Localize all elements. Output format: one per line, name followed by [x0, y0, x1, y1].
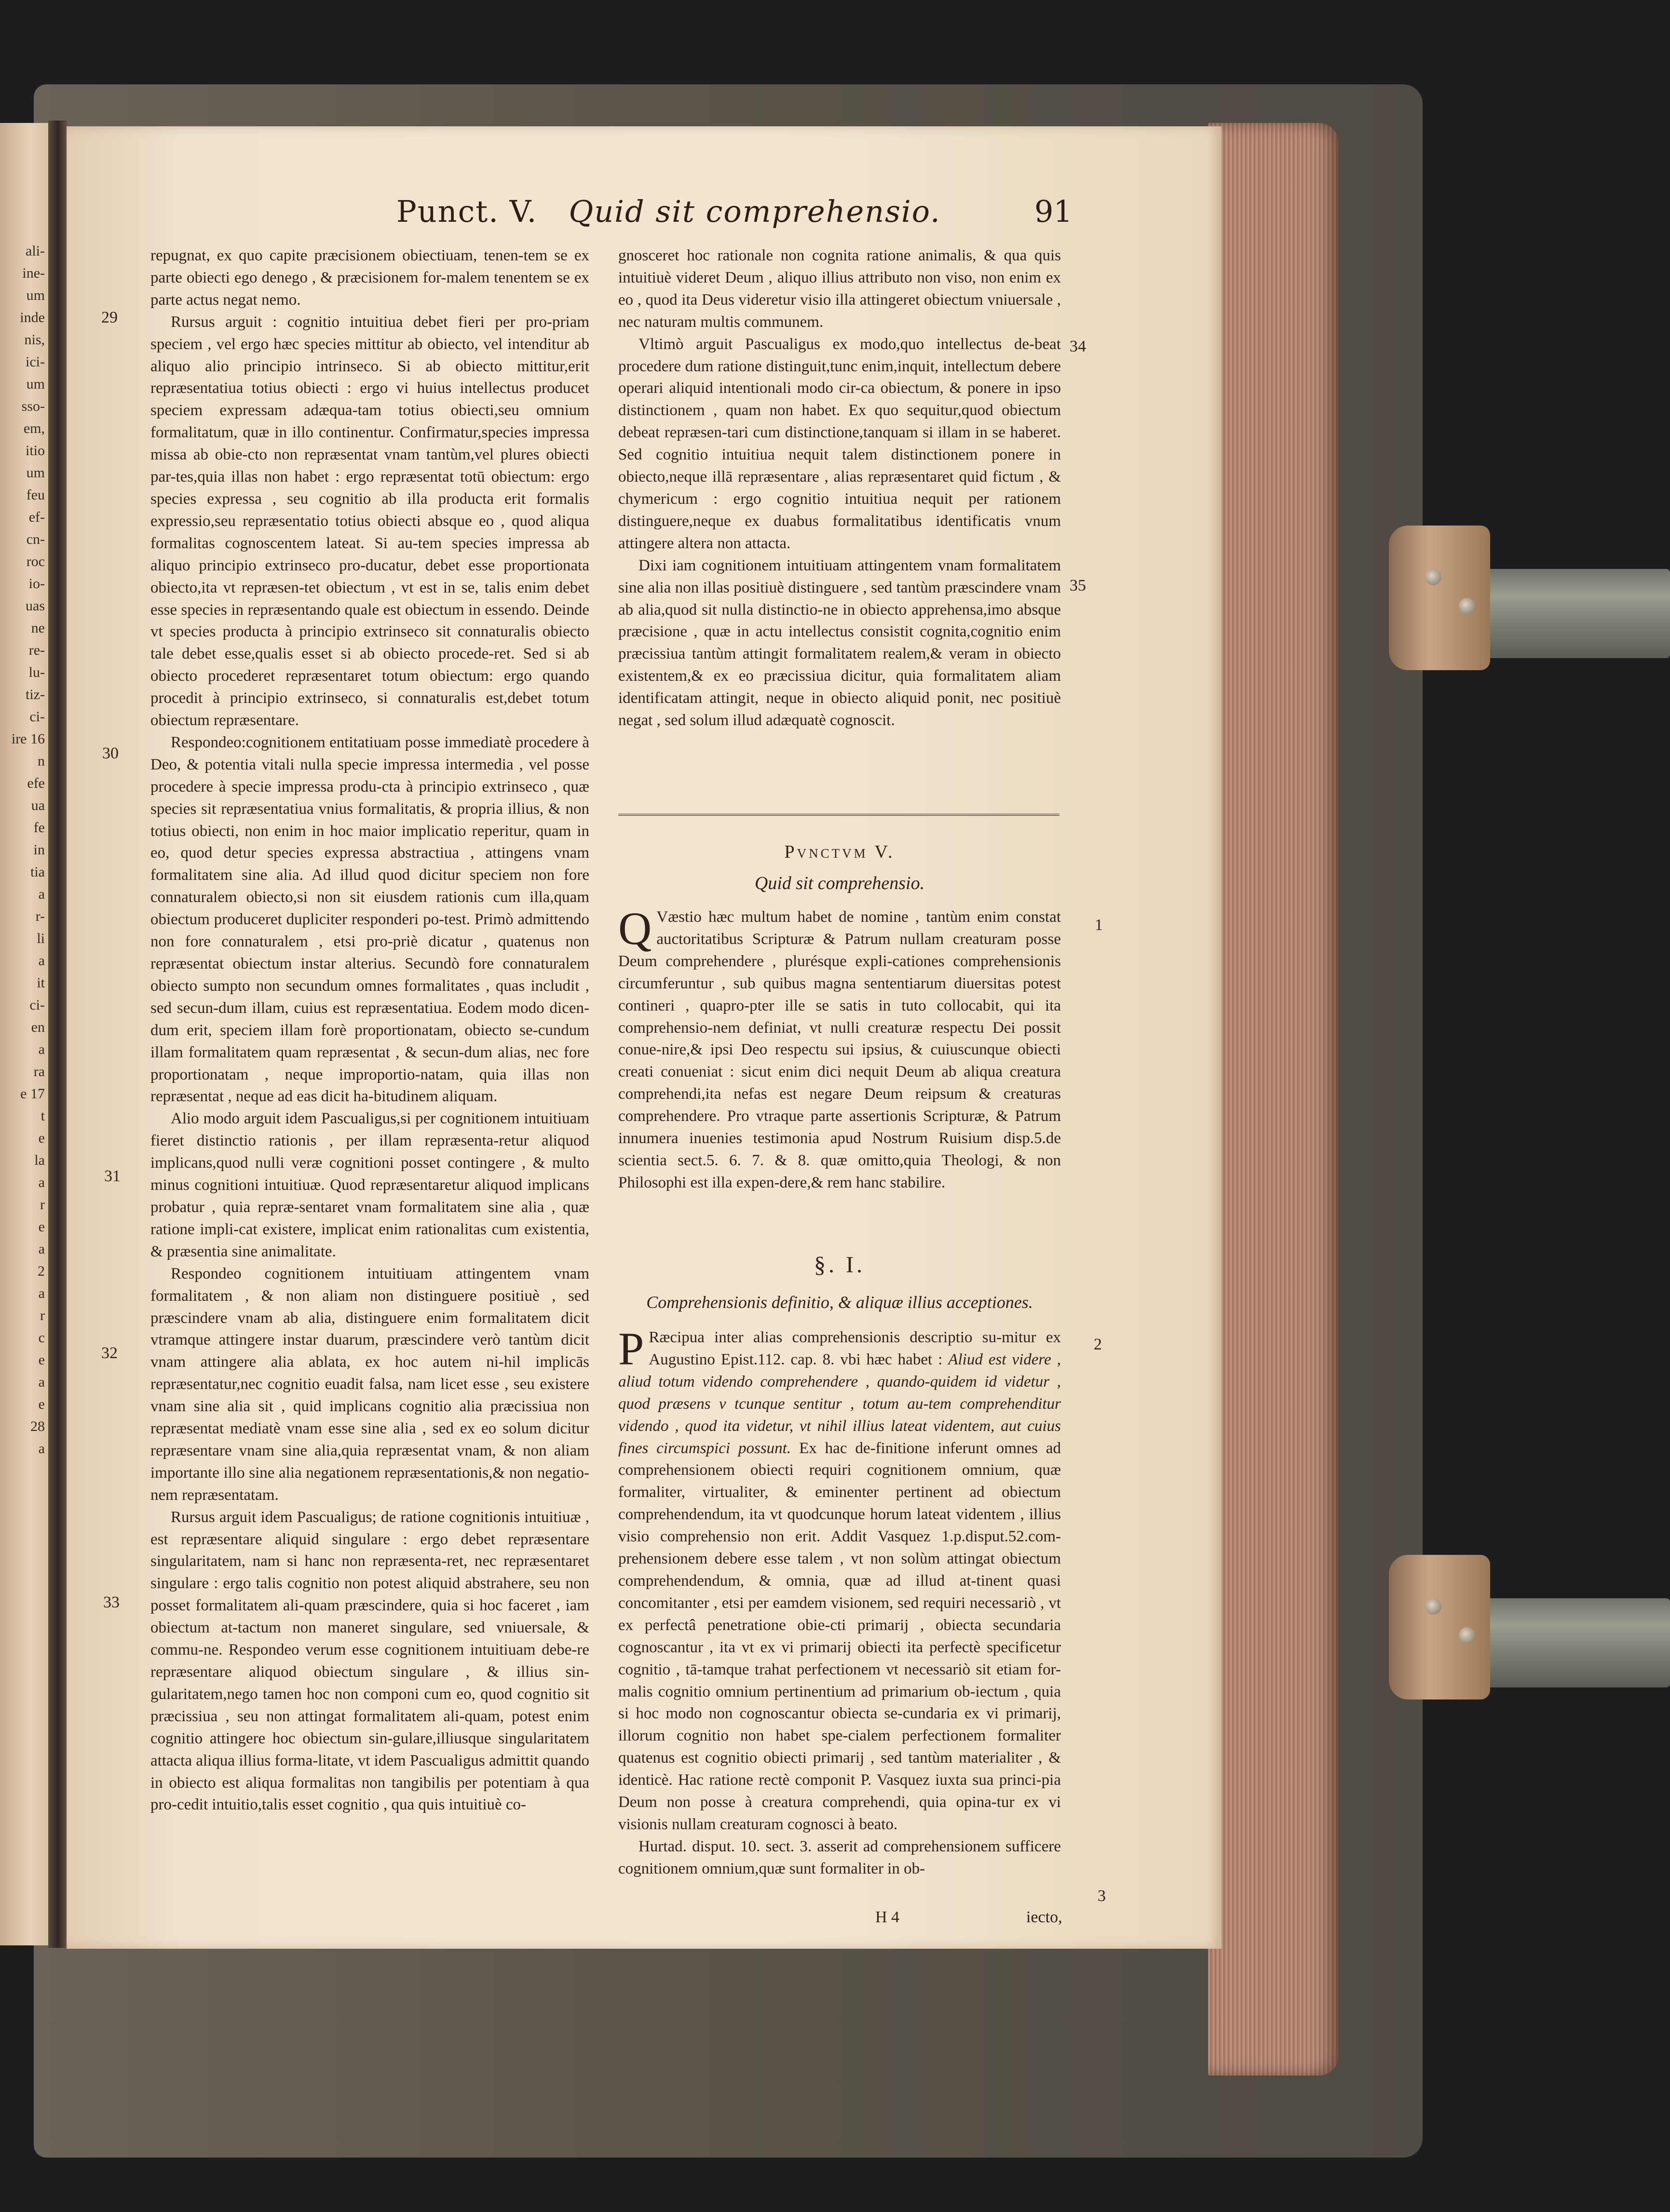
margin-number: 31 — [104, 1167, 121, 1185]
section-title: Pvnctvm V. — [784, 842, 895, 862]
margin-number: 34 — [1070, 337, 1086, 355]
catchword: iecto, — [1026, 1908, 1062, 1926]
left-page-text-fragments — [4, 240, 45, 1686]
left-page-fragment: en — [31, 1019, 45, 1035]
left-page-fragment: cn- — [26, 531, 45, 547]
paragraph: Respondeo:cognitionem entitatiuam posse immediatè procedere à Deo, & potentia vitali nulla specie impressa intermedia , vel posse procedere à specie impressa produ-cta à principio extrinseco , quæ species sit repræsentatiua vnius formalitatis, & propria illius, & non totius obiecti, non enim in hoc maior implicatio reperitur, quam in eo, quod detur species expressa abstractiua , attingens vnam formalitatem sine alia. Ad illud quod dicitur speciem non fore connaturalem obiecto,si non sit eiusdem rationis cum illa,quam obiectum produceret dupliciter responderi po-test. Primò admittendo non fore connaturalem , etsi pro-priè dicatur , quatenus non repræsentat obiectum instar alterius. Secundò fore connaturalem obiecto sumpto non secundum omnes formalitates , quas includit , sed secun-dum illam, cuius est repræsentatiua. Eodem modo dicen-dum erit, speciem illam forè proportionatam, obiecto se-cundum illam formalitatem quam repræsentat , & secun-dum alias, nec fore proportionatam , neque improportio-natam, quia illas non repræsentat , neque ad eas dicit ha-bitudinem aliquam. — [150, 733, 589, 1106]
left-page-fragment: e — [38, 1130, 45, 1146]
left-page-fragment: ire 16 — [11, 731, 45, 747]
signature-mark: H 4 — [875, 1908, 900, 1926]
margin-number: 2 — [1094, 1335, 1102, 1353]
margin-number: 3 — [1098, 1887, 1106, 1905]
paragraph-text: Ex hac de-finitione inferunt omnes ad comprehensionem obiecti requiri cognitionem omnium, quæ formaliter, virtualiter, & eminenter pertinent ad obiectum comprehendendum, ita vt quodcunque horum lateat videntem , illius visio comprehensio non erit. Addit Vasquez 1.p.disput.52.com-prehensionem debere esse talem , vt non solùm attingat obiectum comprehendendum, & omnia, quæ ad illud at-tinent quasi concomitanter , etsi per eamdem visionem, sed requiri necessariò , vt ex perfectâ penetratione obie-cti primarij , obiecta secundaria cognoscantur , ita vt ex vi primarij obiecti ita perfectè specificetur cognitio , tā-tamque trahat perfectionem vt necessariò sit etiam for-malis cognitio omnium pertinentium ad primarium ob-iectum , quia si hoc modo non cognoscantur obiecta se-cundaria ex vi primarij, illorum cognitio non habet spe-cialem perfectionem formaliter quatenus est cognitio obiecti primarij , sed tantùm materialiter , & identicè. Hac ratione rectè componit P. Vasquez iuxta sua princi-pia Deum non posse à creatura comprehendi, quia opina-tur ex vi visionis nullam creaturam cognosci à beato. — [618, 1439, 1061, 1833]
left-page-fragment: ine- — [22, 265, 45, 281]
clasp-plate-upper — [1389, 526, 1490, 670]
paragraph: Rursus arguit idem Pascualigus; de ratione cognitionis intuitiuæ , est repræsentare aliquid singulare : ergo debet repræsentare singularitatem, nam si hanc non repræsenta-ret, nec repræsentaret singulare : ergo talis cognitio non potest aliquid abstrahere, seu non posset formalitatem ali-quam præscindere, quia si hoc faceret , iam obiectum at-tactum non maneret singulare, sed vniuersale, & commu-ne. Respondeo verum esse cognitionem intuitiuam debe-re repræsentare aliquod obiectum singulare , & illius sin-gularitatem,nego tamen hoc non componi cum eo, quod cognitio sit præcissiua , seu non attingat formalitatem ali-quam, potest enim cognitio attingere hoc obiectum sin-gulare,illiusque singularitatem attacta aliqua illius forma-litate, vt idem Pascualigus admittit quando in obiecto est aliqua formalitas non tangibilis per potentiam à qua pro-cedit intuitio,talis esset cognitio , qua quis intuitiuè co- — [150, 1508, 590, 1814]
left-page-fragment: roc — [26, 553, 45, 569]
left-page-fragment: em, — [23, 420, 45, 436]
left-page-fragment: e 17 — [20, 1086, 45, 1102]
folio-number: 91 — [1034, 194, 1073, 229]
left-page-fragment: a — [38, 1174, 45, 1190]
margin-number: 29 — [101, 309, 118, 326]
page-fore-edge — [1208, 123, 1338, 2076]
paragraph-text: Væstio hæc multum habet de nomine , tantùm enim constat auctoritatibus Scripturæ & Patrum nullam creaturam posse Deum comprehendere , plurésque expli-cationes comprehensionis circumferuntur , sub quibus magna sententiarum diuersitas potest contineri , quapro-pter ille se satis in tuto collocabit, qui ita comprehensio-nem definiat, vt nulli creaturæ respectu Dei possit conue-nire,& ipsi Deo respectu sui ipsius, & cuiuscunque obiecti creati conueniat : sicut enim dici nequit Deum ab aliqua creatura comprehendi,ita nefas est negare Deum reipsum & creaturas comprehendere. Pro vtraque parte assertionis Scripturæ, & Patrum innumera inuenies testimonia apud Nostrum Ruisium disp.5.de scientia sect.5. 6. 7. & 8. quæ omitto,quia Theologi, & non Philosophi est illa expen-dere,& rem hanc stabilire. — [618, 908, 1061, 1191]
left-page-fragment: ef- — [28, 509, 45, 525]
paragraph-text: Ræcipua inter alias comprehensionis descriptio su-mitur ex Augustino Epist.112. cap. 8. vbi hæc habet : — [649, 1329, 1061, 1368]
running-head-title: Quid sit comprehensio. — [569, 194, 941, 229]
left-page-fragment: um — [26, 287, 45, 303]
margin-number: 32 — [101, 1344, 118, 1362]
left-column — [150, 245, 589, 1816]
left-page-fragment: tia — [30, 864, 45, 880]
gutter — [48, 121, 68, 1948]
clasp-pin — [1425, 569, 1441, 585]
margin-number: 35 — [1070, 577, 1086, 594]
left-page-fragment: a — [38, 953, 45, 969]
paragraph: repugnat, ex quo capite præcisionem obiectiuam, tenen-tem se ex parte obiecti ego denego , & præcisionem for-malem tenentem se ex parte actus negat nemo. — [150, 247, 589, 309]
left-page-fragment: ali- — [26, 243, 45, 259]
left-page-fragment: efe — [27, 775, 45, 791]
left-page-fragment: a — [38, 1285, 45, 1301]
drop-cap: Q — [618, 903, 652, 954]
left-page-fragment: feu — [26, 487, 45, 503]
left-page-fragment: 28 — [30, 1418, 45, 1434]
left-page-fragment: fe — [33, 820, 45, 836]
running-head — [396, 194, 941, 229]
paragraph: Hurtad. disput. 10. sect. 3. asserit ad comprehensionem sufficere cognitionem omnium,quæ sunt formaliter in ob- — [618, 1837, 1061, 1877]
left-page-fragment: um — [26, 376, 45, 392]
left-page-fragment: 2 — [38, 1263, 45, 1279]
left-page-fragment: e — [38, 1396, 45, 1412]
left-page-fragment: n — [38, 753, 45, 769]
margin-number: 1 — [1095, 916, 1103, 934]
left-page-fragment: lu- — [28, 664, 45, 680]
clasp-pin — [1459, 598, 1475, 614]
left-page-fragment: r- — [35, 908, 45, 924]
clasp-plate-lower — [1389, 1555, 1490, 1699]
left-page-fragment: io- — [28, 576, 45, 592]
left-page-fragment: nis, — [24, 332, 45, 348]
subsection-title: Comprehensionis definitio, & aliquæ illius acceptiones. — [646, 1293, 1033, 1312]
left-page-fragment: c — [38, 1330, 45, 1346]
left-page-fragment: uas — [26, 598, 45, 614]
left-page-fragment: ci- — [29, 997, 45, 1013]
punctum-paragraph — [618, 903, 1061, 1194]
paragraph: Vltimò arguit Pascualigus ex modo,quo intellectus de-beat procedere dum ratione distinguit,tunc enim,inquit, intellectum debere operari aliquid intentionali modo cir-ca obiectum, & ponere in ipso distinctionem , quam non habet. Ex quo sequitur,quod obiectum debeat repræsen-tari cum distinctione,tanquam si illam in se haberet. Sed cognitio intuitiua nequit talem distinctionem ponere in obiecto,neque illā repræsentare , alias repræsentaret quid fictum , & chymericum : ergo cognitio intuitiua nequit per rationem distinguere,neque ex duabus formalitatibus identificatis vnum attingere altera non attacta. — [618, 335, 1061, 552]
subsection-paragraph — [618, 1323, 1061, 1880]
left-page-fragment: li — [37, 931, 45, 946]
left-page-fragment: itio — [25, 443, 45, 459]
clasp-pin — [1425, 1598, 1441, 1615]
drop-cap: P — [618, 1323, 644, 1375]
left-page-fragment: um — [26, 465, 45, 481]
left-page-fragment: in — [33, 842, 45, 858]
paragraph: Alio modo arguit idem Pascualigus,si per cognitionem intuitiuam fieret distinctio rationis , per illam repræsenta-retur aliquod implicans,quod nulli veræ cognitioni posset contingere , & multo minus cognitioni intuitiuæ. Quod repræsentaretur aliquod implicans probatur , quia repræ-sentaret vnam formalitatem sine alia , quæ ratione impli-cat existere, implicat enim rationalitas cum existentia, & præsentia sine animalitate. — [150, 1110, 589, 1260]
margin-number: 30 — [102, 744, 119, 762]
left-page-fragment: t — [41, 1108, 45, 1124]
paragraph: Rursus arguit : cognitio intuitiua debet fieri per pro-priam speciem , vel ergo hæc species mittitur ab obiecto, vel intenditur ab aliquo alio principio intrinseco. Si ab obiecto mittitur,erit repræsentatiua totius obiecti : ergo vi huius intellectus producet speciem expressam adæqua-tam totius obiecti,seu omnium formalitatum, quæ in illo continentur. Confirmatur,species impressa missa ab obie-cto non repræsentat vnam tantùm,vel plures obiecti par-tes,quia illas non habet : ergo repræsentat totū obiectum: ergo species expressa , seu cognitio ab illa producta erit formalis expressio,seu repræsentatio totius obiecti absque eo , quod aliqua formalitas cognoscentem lateat. Si au-tem species impressa ab aliquo principio extrinseco pro-ducatur, debet esse proportionata obiecto,ita vt repræsen-tet obiectum , vt est in se, talis enim debet esse species in repræsentando quale est obiectum in essendo. Deinde vt species producta à principio extrinseco sit connaturalis obiecto tale debet esse,qualis esset si ab obiecto procede-ret. Sed si ab obiecto procederet repræsentaret totum obiectum: ergo quando procedit à principio extrinseco, si connaturalis est,debet totum obiectum repræsentare. — [150, 313, 589, 729]
left-page-fragment: inde — [20, 310, 45, 325]
paragraph: Respondeo cognitionem intuitiuam attingentem vnam formalitatem , & non aliam non distinguere positiuè , sed præscindere vnam ab alia, distinguere enim formalitatem dicit vtramque attingere instar duarum, præscindere verò tantùm dicit vnam attingere alia ablata, ex hoc autem ni-hil implicās repræsentatur,nec cognitio euadit falsa, nam licet esse , seu existere vnam sine alia sit , quid implicans cognitio alia præcissiua non repræsentat mediatè vnam esse sine alia , sed ex eo solum dicitur repræsentare vnam sine alia,quia repræsentat vnam, & non aliam importante illo sine alia negationem repræsentationis,& non negatio-nem repræsentatam. — [150, 1265, 589, 1504]
margin-number: 33 — [103, 1593, 120, 1611]
right-column-top — [618, 245, 1061, 732]
left-page-fragment: ua — [31, 797, 45, 813]
paragraph: gnosceret hoc rationale non cognita ratione animalis, & qua quis intuitiuè videret Deum , aliquo illius attributo non viso, non enim ex eo , quod ita Deus videretur visio illa attingeret obiectum vniuersale , nec naturam multis communem. — [618, 247, 1061, 331]
left-page-fragment: a — [38, 1374, 45, 1390]
clasp-pin — [1459, 1627, 1475, 1644]
left-page-fragment: a — [38, 1041, 45, 1057]
left-page-fragment: it — [37, 975, 45, 991]
paragraph-mark: §. I. — [814, 1252, 865, 1278]
section-rule — [618, 814, 1059, 816]
left-page-fragment: a — [38, 886, 45, 902]
left-page-fragment: ici- — [26, 354, 45, 370]
left-page-fragment: ra — [33, 1064, 45, 1079]
left-page-fragment: a — [38, 1441, 45, 1457]
left-page-fragment: r — [40, 1197, 45, 1213]
running-head-prefix: Punct. V. — [396, 194, 538, 229]
section-question: Quid sit comprehensio. — [754, 873, 925, 893]
left-page-fragment: e — [38, 1352, 45, 1368]
left-page-fragment: la — [34, 1152, 45, 1168]
left-page-fragment: re- — [28, 642, 45, 658]
left-page-fragment: sso- — [21, 398, 45, 414]
paragraph: Dixi iam cognitionem intuitiuam attingentem vnam formalitatem sine alia non illas positiuè distinguere , sed tantùm præscindere vnam ab alia,quod sit nulla distinctio-ne in obiecto apprehensa,imo absque præcisione , quæ in actu intellectus consistit cognita,cognitio enim præcissiua tantùm attingit formalitatem realem,& veram in obiecto existentem,& ex eo præcissiua dicitur, quia formalitatem aliam identificatam attingit, neque in obiecto aliquid ponit, nec positiuè negat , sed solum illud adæquatè cognoscit. — [618, 556, 1061, 729]
left-page-fragment: r — [40, 1308, 45, 1323]
left-page-fragment: a — [38, 1241, 45, 1257]
left-page-fragment: ci- — [29, 709, 45, 725]
left-page-fragment: tiz- — [26, 687, 45, 702]
left-page-fragment: e — [38, 1219, 45, 1235]
augustine-quote: Aliud est videre , aliud totum videndo comprehendere , quando-quidem id videtur , quod præsens v tcunque sentitur , totum au-tem comprehenditur videndo , quod ita videtur, vt nihil illius lateat videntem, aut cuius fines circumspici possunt. — [618, 1350, 1061, 1457]
left-page-fragment: ne — [31, 620, 45, 636]
